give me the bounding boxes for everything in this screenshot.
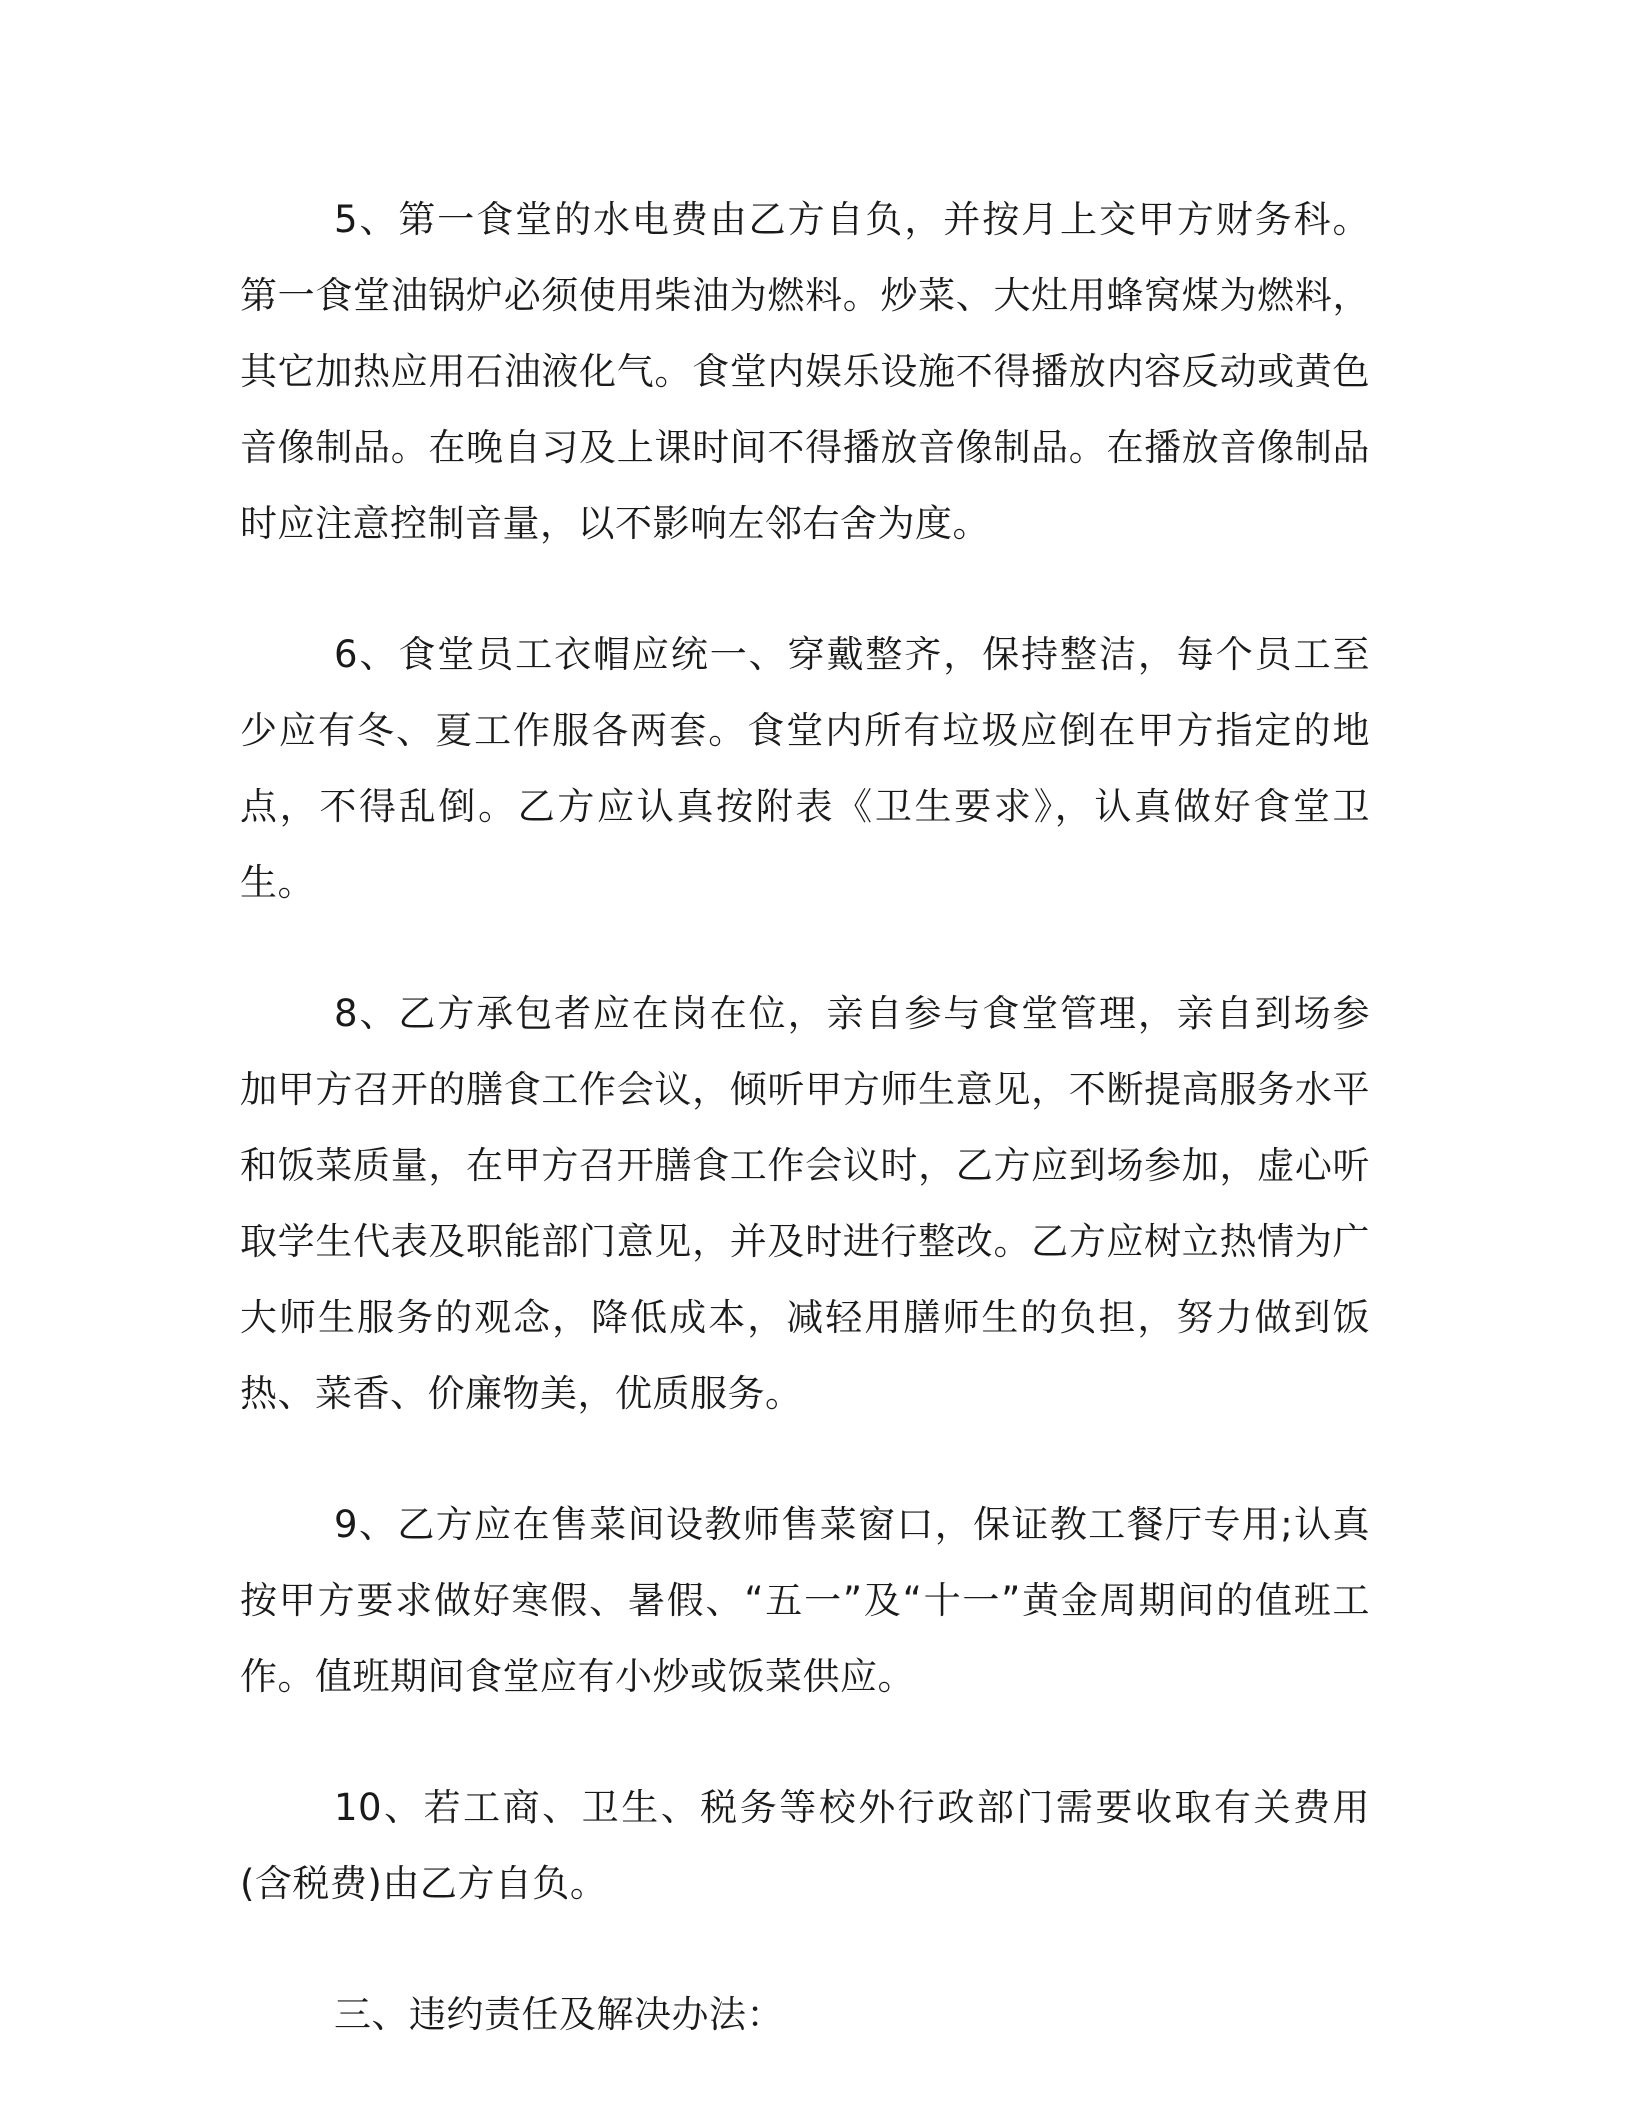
paragraph-staff-uniform: 6、食堂员工衣帽应统一、穿戴整齐，保持整洁，每个员工至少应有冬、夏工作服各两套。食堂内所有垃圾应倒在甲方指定的地点，不得乱倒。乙方应认真按附表《卫生要求》，认真做好食堂卫生。	[240, 633, 1370, 904]
section-heading: 三、违约责任及解决办法：	[334, 1993, 784, 2036]
paragraph-teacher-window: 9、乙方应在售菜间设教师售菜窗口，保证教工餐厅专用;认真按甲方要求做好寒假、暑假、“五一”及“十一”黄金周期间的值班工作。值班期间食堂应有小炒或饭菜供应。	[240, 1503, 1370, 1698]
paragraph-utilities: 5、第一食堂的水电费由乙方自负，并按月上交甲方财务科。第一食堂油锅炉必须使用柴油为燃料。炒菜、大灶用蜂窝煤为燃料，其它加热应用石油液化气。食堂内娱乐设施不得播放内容反动或黄色音像制品。在晚自习及上课时间不得播放音像制品。在播放音像制品时应注意控制音量，以不影响左邻右舍为度。	[240, 198, 1370, 545]
paragraph-fees: 10、若工商、卫生、税务等校外行政部门需要收取有关费用(含税费)由乙方自负。	[240, 1786, 1370, 1905]
document-body	[240, 182, 1370, 2053]
paragraph-contractor-management: 8、乙方承包者应在岗在位，亲自参与食堂管理，亲自到场参加甲方召开的膳食工作会议，倾听甲方师生意见，不断提高服务水平和饭菜质量，在甲方召开膳食工作会议时，乙方应到场参加，虚心听取学生代表及职能部门意见，并及时进行整改。乙方应树立热情为广大师生服务的观念，降低成本，减轻用膳师生的负担，努力做到饭热、菜香、价廉物美，优质服务。	[240, 992, 1370, 1415]
